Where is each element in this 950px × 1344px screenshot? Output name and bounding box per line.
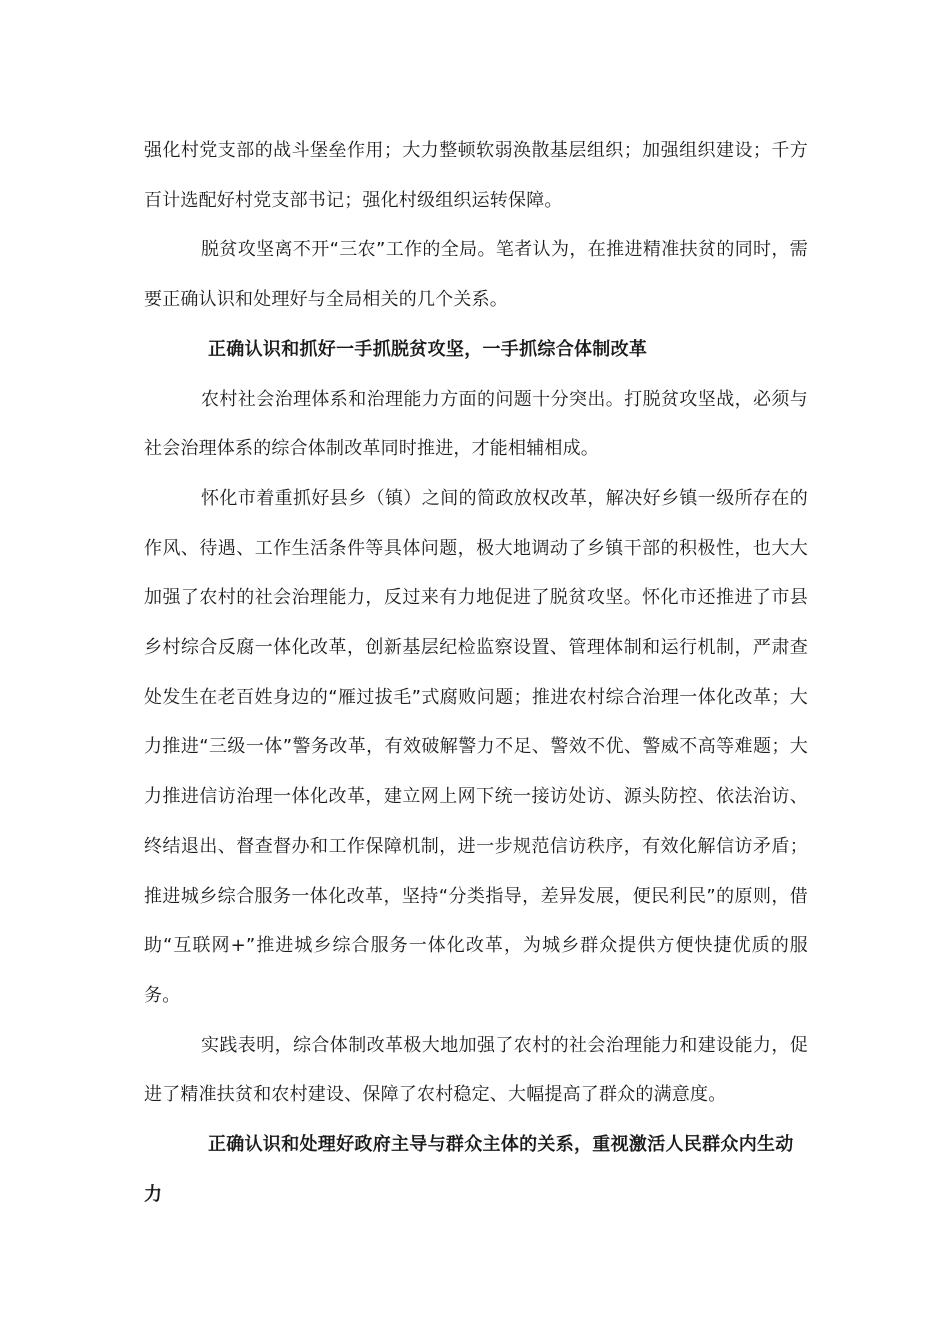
body-paragraph: 实践表明，综合体制改革极大地加强了农村的社会治理能力和建设能力，促进了精准扶贫和农村建设、保障了农村稳定、大幅提高了群众的满意度。	[144, 1034, 808, 1106]
body-paragraph: 农村社会治理体系和治理能力方面的问题十分突出。打脱贫攻坚战，必须与社会治理体系的综合体制改革同时推进，才能相辅相成。	[144, 388, 808, 460]
body-paragraph: 脱贫攻坚离不开“三农”工作的全局。笔者认为，在推进精准扶贫的同时，需要正确认识和处理好与全局相关的几个关系。	[144, 239, 808, 311]
body-paragraph: 强化村党支部的战斗堡垒作用；大力整顿软弱涣散基层组织；加强组织建设；千方百计选配好村党支部书记；强化村级组织运转保障。	[144, 140, 808, 211]
section-heading: 正确认识和抓好一手抓脱贫攻坚，一手抓综合体制改革	[208, 338, 648, 360]
section-heading: 正确认识和处理好政府主导与群众主体的关系，重视激活人民群众内生动力	[144, 1134, 794, 1205]
body-paragraph: 怀化市着重抓好县乡（镇）之间的简政放权改革，解决好乡镇一级所存在的作风、待遇、工作生活条件等具体问题，极大地调动了乡镇干部的积极性，也大大加强了农村的社会治理能力，反过来有力地促进了脱贫攻坚。怀化市还推进了市县乡村综合反腐一体化改革，创新基层纪检监察设置、管理体制和运行机制，严肃查处发生在老百姓身边的“雁过拔毛”式腐败问题；推进农村综合治理一体化改革；大力推进“三级一体”警务改革，有效破解警力不足、警效不优、警威不高等难题；大力推进信访治理一体化改革，建立网上网下统一接访处访、源头防控、依法治访、终结退出、督查督办和工作保障机制，进一步规范信访秩序，有效化解信访矛盾；推进城乡综合服务一体化改革，坚持“分类指导，差异发展，便民利民”的原则，借助“互联网+”推进城乡综合服务一体化改革，为城乡群众提供方便快捷优质的服务。	[144, 487, 808, 1006]
document-body	[144, 126, 808, 1219]
